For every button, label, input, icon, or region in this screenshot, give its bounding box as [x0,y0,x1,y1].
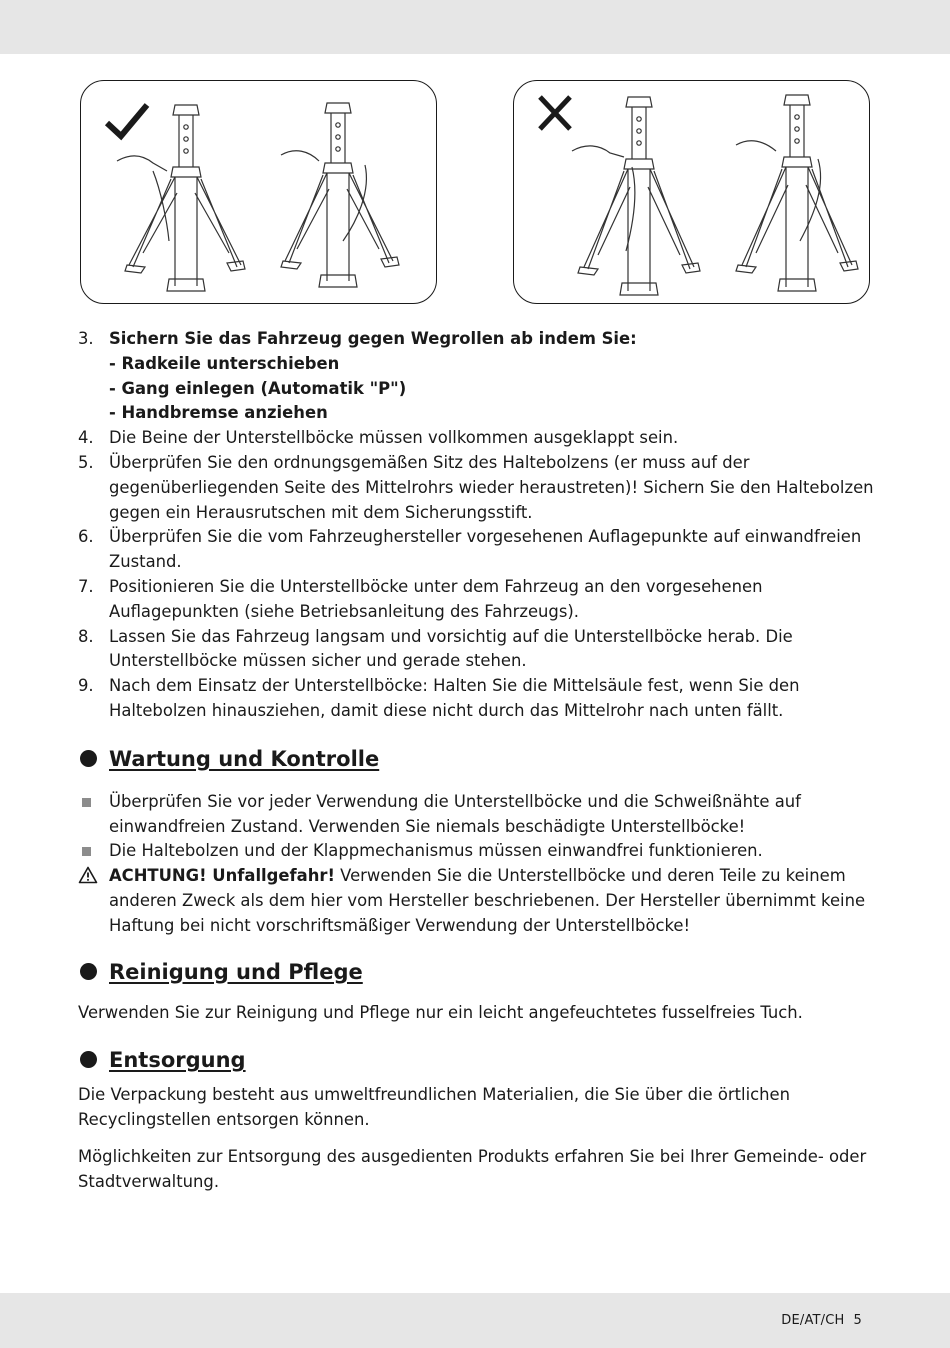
page-footer [781,1313,862,1328]
jack-stand-left [572,97,700,295]
step-number: 8. [78,626,94,646]
jack-stands-correct-drawing [81,81,438,305]
step-text: Nach dem Einsatz der Unterstellböcke: Halten Sie die Mittelsäule fest, wenn Sie den Haltebolzen hinausziehen, damit diese nicht durch das Mittelrohr nach unten fällt. [109,676,800,720]
instruction-text [78,327,878,1195]
step-number: 5. [78,452,94,472]
section-bullet-icon [80,750,97,767]
list-item-text: Überprüfen Sie vor jeder Verwendung die Unterstellböcke und die Schweißnähte auf einwandfreien Zustand. Verwenden Sie niemals beschädigte Unterstellböcke! [109,791,801,836]
check-mark-icon [107,105,147,136]
step-3 [78,327,878,426]
step-text: Die Beine der Unterstellböcke müssen vollkommen ausgeklappt sein. [109,428,679,448]
step-number: 6. [78,527,94,547]
section-title: Entsorgung [109,1048,246,1073]
step-text: Überprüfen Sie den ordnungsgemäßen Sitz des Haltebolzens (er muss auf der gegenüberliegenden Seite des Mittelrohrs wieder heraustreten)! Sichern Sie den Haltebolzen gegen ein Herausrutschen mit dem Sicherungsstift. [109,452,874,522]
cleaning-text: Verwenden Sie zur Reinigung und Pflege nur ein leicht angefeuchtetes fusselfreies Tuch. [78,1002,803,1022]
section-title: Wartung und Kontrolle [109,746,380,771]
wrong-usage-illustration [513,80,870,304]
footer-region: DE/AT/CH [781,1313,845,1328]
square-bullet-icon [82,798,91,807]
step-number: 9. [78,676,94,696]
step-number: 7. [78,576,94,596]
step-subline: - Gang einlegen (Automatik "P") [109,378,407,398]
step-number: 3. [78,329,94,348]
section-title: Reinigung und Pflege [109,959,363,984]
x-mark-icon [540,97,570,129]
step-4 [78,426,878,451]
step-text: Positionieren Sie die Unterstellböcke unter dem Fahrzeug an den vorgesehenen Auflagepunkten (siehe Betriebsanleitung des Fahrzeugs). [109,576,763,621]
step-6 [78,525,878,575]
warning-item [78,864,878,938]
disposal-paragraph-1: Die Verpackung besteht aus umweltfreundlichen Materialien, die Sie über die örtlichen Recyclingstellen entsorgen können. [78,1085,791,1130]
step-subline: - Handbremse anziehen [109,403,328,423]
correct-usage-illustration [80,80,437,304]
step-text: Lassen Sie das Fahrzeug langsam und vorsichtig auf die Unterstellböcke herab. Die Unterstellböcke müssen sicher und gerade stehen. [109,626,793,671]
warning-text: Verwenden Sie die Unterstellböcke und deren Teile zu keinem anderen Zweck als dem hier vom Hersteller beschriebenen. Der Hersteller übernimmt keine Haftung bei nicht vorschriftsmäßiger Verwendung der Unterstellböcke! [109,866,866,935]
jack-stand-left [117,105,245,291]
jack-stand-right [736,95,858,291]
step-subline: - Radkeile unterschieben [109,353,340,373]
list-item [78,790,878,840]
step-text: Überprüfen Sie die vom Fahrzeughersteller vorgesehenen Auflagepunkte auf einwandfreien Zustand. [109,527,862,572]
maintenance-list [78,790,878,939]
step-7 [78,575,878,625]
section-bullet-icon [80,1051,97,1068]
step-8 [78,625,878,675]
warning-triangle-icon [78,866,98,892]
list-item [78,839,878,864]
page-number: 5 [853,1313,862,1328]
step-title: Sichern Sie das Fahrzeug gegen Wegrollen ab indem Sie: [109,329,637,348]
list-item-text: Die Haltebolzen und der Klappmechanismus müssen einwandfrei funktionieren. [109,841,763,861]
section-bullet-icon [80,963,97,980]
jack-stand-right [281,103,399,287]
warning-label: ACHTUNG! Unfallgefahr! [109,866,335,886]
section-heading-cleaning [78,957,878,987]
header-band [0,0,950,54]
section-heading-disposal [78,1045,878,1075]
jack-stands-wrong-drawing [514,81,871,305]
square-bullet-icon [82,847,91,856]
section-heading-maintenance [78,744,878,774]
disposal-paragraph-2: Möglichkeiten zur Entsorgung des ausgedienten Produkts erfahren Sie bei Ihrer Gemeinde- oder Stadtverwaltung. [78,1146,867,1191]
step-number: 4. [78,428,94,448]
step-9 [78,674,878,724]
steps-list [78,327,878,724]
step-5 [78,451,878,525]
